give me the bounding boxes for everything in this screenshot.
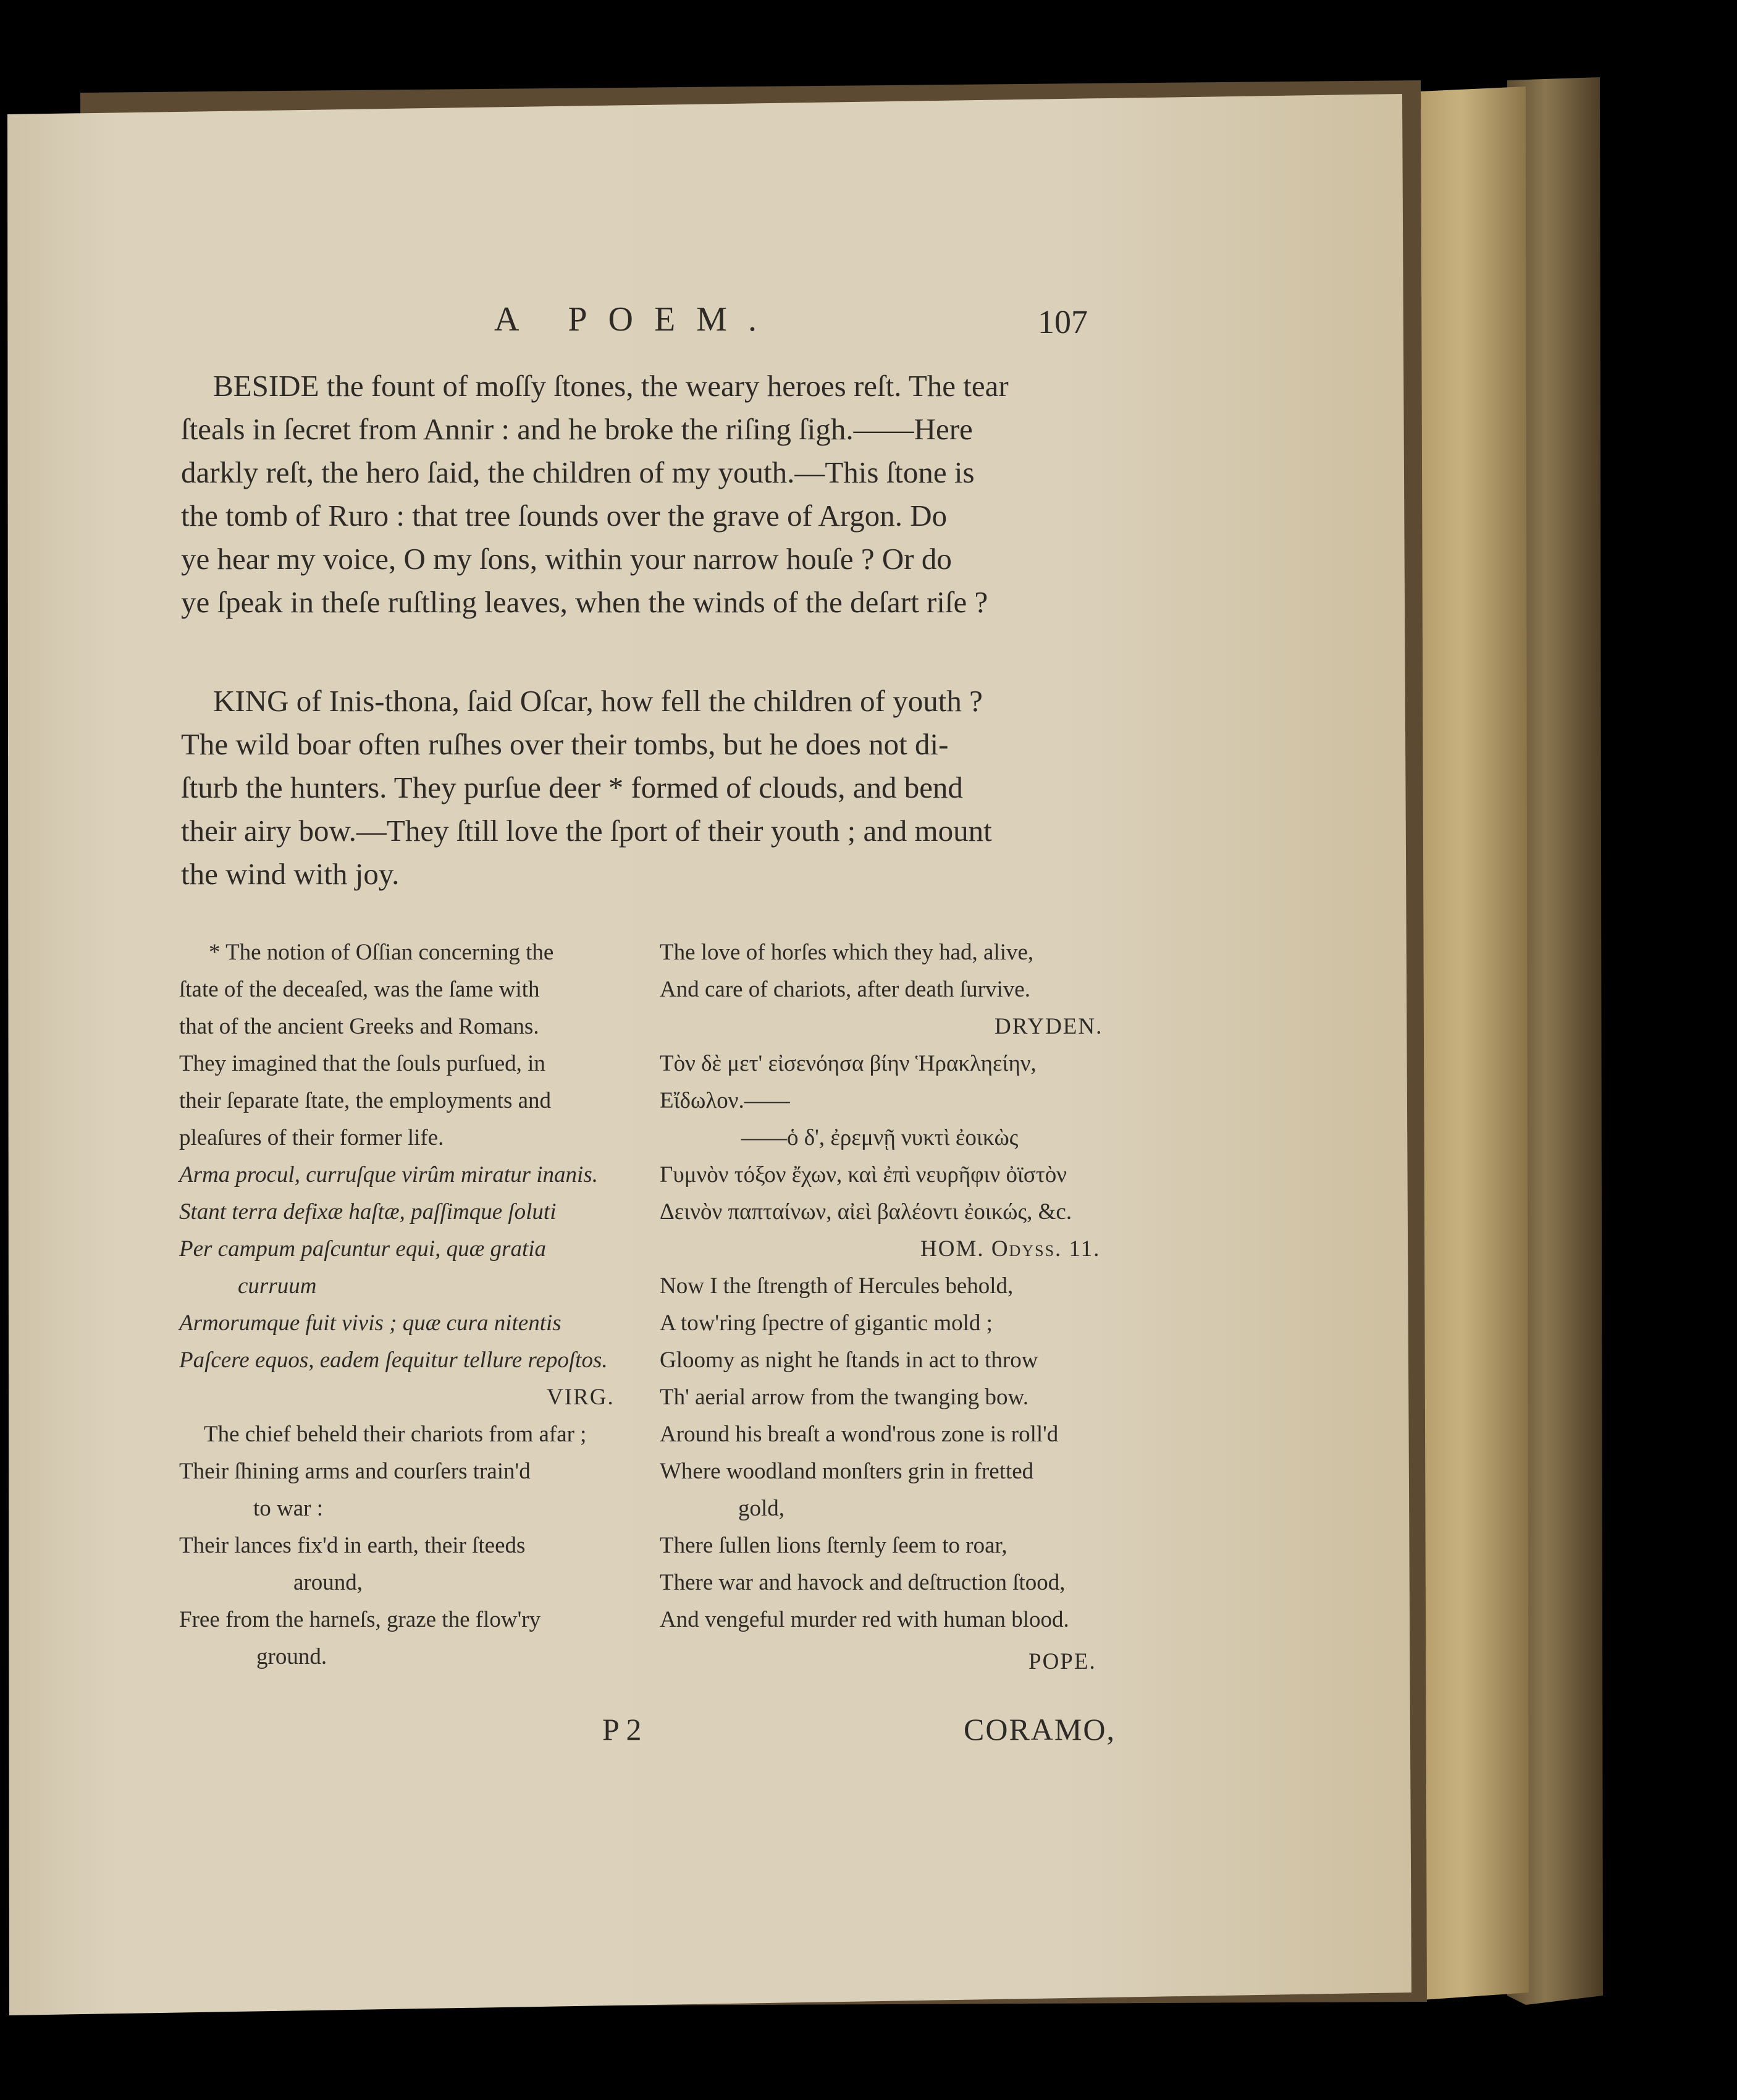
body-line: the tomb of Ruro : that tree ſounds over the grave of Argon. Do: [181, 499, 948, 533]
footnote-right-line: Where woodland monſters grin in fretted: [660, 1459, 1034, 1484]
footnote-left-line: curruum: [238, 1273, 317, 1299]
body-line: their airy bow.—They ſtill love the ſport of their youth ; and mount: [181, 814, 992, 848]
body-line: the wind with joy.: [181, 857, 400, 891]
footnote-left-line: around,: [293, 1570, 363, 1595]
footnote-left-line: They imagined that the ſouls purſued, in: [179, 1051, 545, 1076]
footnote-right-line: And care of chariots, after death ſurvive.: [660, 977, 1030, 1002]
footnote-left-line: Free from the harneſs, graze the flow'ry: [179, 1607, 541, 1632]
footnote-right-line: Τὸν δὲ μετ' εἰσενόησα βίην Ἡρακληείην,: [660, 1051, 1037, 1076]
footnote-right-line: HOM. Odyſſ. 11.: [920, 1236, 1101, 1262]
footnote-left-line: * The notion of Oſſian concerning the: [209, 940, 554, 965]
footnote-left-line: Their lances fix'd in earth, their ſteeds: [179, 1533, 526, 1558]
footnote-right-line: Th' aerial arrow from the twanging bow.: [660, 1385, 1029, 1410]
body-line: The wild boar often ruſhes over their tombs, but he does not di-: [181, 727, 949, 761]
footnote-right-line: DRYDEN.: [995, 1014, 1103, 1039]
footnote-right-line: Gloomy as night he ſtands in act to throw: [660, 1347, 1038, 1373]
footnote-right-line: ——ὁ δ', ἐρεμνῇ νυκτὶ ἐοικὼς: [741, 1125, 1019, 1150]
footnote-left-line: to war :: [253, 1496, 324, 1521]
page-number: 107: [1038, 303, 1088, 340]
footnote-right-line: Εἴδωλον.——: [660, 1088, 790, 1113]
footnote-left-line: Their ſhining arms and courſers train'd: [179, 1459, 531, 1484]
body-line: ye ſpeak in theſe ruſtling leaves, when the winds of the deſart riſe ?: [181, 585, 988, 619]
footnote-right-line: gold,: [738, 1496, 785, 1521]
footnote-right-line: Around his breaſt a wond'rous zone is roll'd: [660, 1422, 1059, 1447]
footnote-left-line: Paſcere equos, eadem ſequitur tellure repoſtos.: [179, 1347, 608, 1373]
footnote-right-line: There war and havock and deſtruction ſtood,: [660, 1570, 1066, 1595]
body-line: ſteals in ſecret from Annir : and he broke the riſing ſigh.——Here: [181, 412, 973, 446]
footnote-left-line: ſtate of the deceaſed, was the ſame with: [179, 977, 540, 1002]
body-line: darkly reſt, the hero ſaid, the children of my youth.—This ſtone is: [181, 455, 975, 489]
footnote-right-line: And vengeful murder red with human blood.: [660, 1607, 1069, 1632]
footnote-left-line: Arma procul, curruſque virûm miratur inanis.: [179, 1162, 598, 1187]
footnote-right-line: Γυμνὸν τόξον ἔχων, καὶ ἐπὶ νευρῆφιν ὀϊστὸν: [660, 1162, 1067, 1187]
footnote-left-line: Armorumque fuit vivis ; quæ cura nitentis: [179, 1310, 561, 1336]
footnote-right-line: The love of horſes which they had, alive,: [660, 940, 1034, 965]
footnote-left-line: their ſeparate ſtate, the employments and: [179, 1088, 552, 1113]
footnote-left-line: pleaſures of their former life.: [179, 1125, 444, 1150]
footnote-left-line: ground.: [256, 1644, 327, 1669]
signature-mark: P 2: [602, 1712, 642, 1747]
running-title: A POEM.: [494, 300, 778, 339]
body-line: KING of Inis-thona, ſaid Oſcar, how fell the children of youth ?: [213, 684, 983, 718]
body-line: BESIDE the fount of moſſy ſtones, the weary heroes reſt. The tear: [213, 369, 1009, 403]
body-line: ſturb the hunters. They purſue deer * formed of clouds, and bend: [181, 770, 963, 804]
footnote-left-line: VIRG.: [547, 1385, 615, 1410]
footnote-right-line: Now I the ſtrength of Hercules behold,: [660, 1273, 1014, 1299]
body-line: ye hear my voice, O my ſons, within your narrow houſe ? Or do: [181, 542, 952, 576]
footnote-right-line: A tow'ring ſpectre of gigantic mold ;: [660, 1310, 993, 1336]
footnote-left-line: Stant terra defixæ haſtæ, paſſimque ſoluti: [179, 1199, 557, 1225]
footnote-left-line: Per campum paſcuntur equi, quæ gratia: [179, 1236, 547, 1262]
catchword: CORAMO,: [964, 1712, 1116, 1747]
footnote-right-line: POPE.: [1028, 1649, 1096, 1674]
footnote-right-line: There ſullen lions ſternly ſeem to roar,: [660, 1533, 1007, 1558]
footnote-left-line: that of the ancient Greeks and Romans.: [179, 1014, 539, 1039]
footnote-right-line: Δεινὸν παπταίνων, αἰεὶ βαλέοντι ἐοικώς, &c.: [660, 1199, 1072, 1225]
footnote-left-line: The chief beheld their chariots from afar ;: [204, 1422, 587, 1447]
